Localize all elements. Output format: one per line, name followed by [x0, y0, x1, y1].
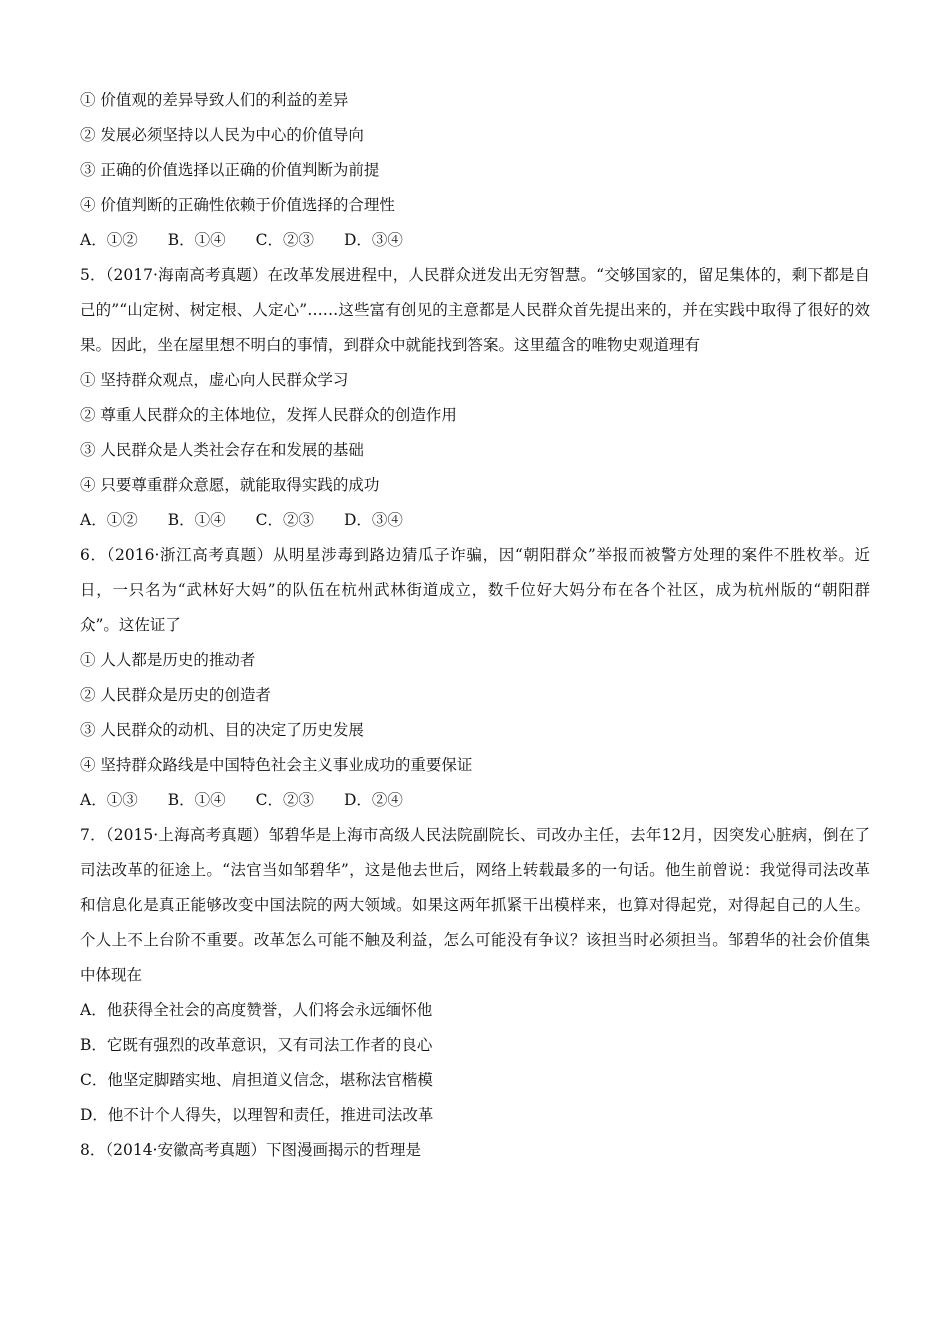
choice-a: A．①② — [80, 511, 138, 529]
question-5 — [80, 258, 870, 538]
option-4: ④ 只要尊重群众意愿，就能取得实践的成功 — [80, 476, 380, 494]
question-8 — [80, 1133, 870, 1168]
option-3: ③ 正确的价值选择以正确的价值判断为前提 — [80, 161, 380, 179]
choice-d: D．③④ — [343, 511, 403, 529]
choice-a: A．①② — [80, 231, 138, 249]
choice-c: C．他坚定脚踏实地、肩担道义信念，堪称法官楷模 — [80, 1071, 433, 1089]
question-stem: 7．（2015·上海高考真题）邹碧华是上海市高级人民法院副院长、司改办主任，去年12月，因突发心脏病，倒在了司法改革的征途上。“法官当如邹碧华”，这是他去世后，网络上转载最多的一句话。他生前曾说：我觉得司法改革和信息化是真正能够改变中国法院的两大领域。如果这两年抓紧干出模样来，也算对得起党，对得起自己的人生。个人上不上台阶不重要。改革怎么可能不触及利益，怎么可能没有争议？该担当时必须担当。邹碧华的社会价值集中体现在 — [80, 826, 870, 984]
choice-d: D．他不计个人得失，以理智和责任，推进司法改革 — [80, 1106, 434, 1124]
answer-choices — [80, 783, 870, 818]
option-1: ① 人人都是历史的推动者 — [80, 651, 256, 669]
answer-choices — [80, 503, 870, 538]
option-2: ② 发展必须坚持以人民为中心的价值导向 — [80, 126, 364, 144]
answer-choices — [80, 223, 870, 258]
choice-d: D．③④ — [343, 231, 403, 249]
question-7 — [80, 818, 870, 1133]
choice-a: A．①③ — [80, 791, 138, 809]
question-stem: 6．（2016·浙江高考真题）从明星涉毒到路边猜瓜子诈骗，因“朝阳群众”举报而被警方处理的案件不胜枚举。近日，一只名为“武林好大妈”的队伍在杭州武林街道成立，数千位好大妈分布在各个社区，成为杭州版的“朝阳群众”。这佐证了 — [80, 546, 870, 634]
question-4-options — [80, 83, 870, 258]
question-stem: 8．（2014·安徽高考真题）下图漫画揭示的哲理是 — [80, 1141, 421, 1159]
choice-b: B．它既有强烈的改革意识，又有司法工作者的良心 — [80, 1036, 433, 1054]
exam-page — [80, 83, 870, 1168]
option-1: ① 价值观的差异导致人们的利益的差异 — [80, 91, 349, 109]
option-2: ② 尊重人民群众的主体地位，发挥人民群众的创造作用 — [80, 406, 457, 424]
option-3: ③ 人民群众是人类社会存在和发展的基础 — [80, 441, 364, 459]
option-1: ① 坚持群众观点，虚心向人民群众学习 — [80, 371, 349, 389]
choice-c: C．②③ — [255, 791, 314, 809]
option-3: ③ 人民群众的动机、目的决定了历史发展 — [80, 721, 364, 739]
option-4: ④ 坚持群众路线是中国特色社会主义事业成功的重要保证 — [80, 756, 473, 774]
choice-b: B．①④ — [167, 791, 226, 809]
choice-b: B．①④ — [167, 231, 226, 249]
choice-a: A．他获得全社会的高度赞誉，人们将会永远缅怀他 — [80, 1001, 433, 1019]
choice-c: C．②③ — [255, 511, 314, 529]
option-2: ② 人民群众是历史的创造者 — [80, 686, 271, 704]
question-6 — [80, 538, 870, 818]
choice-b: B．①④ — [167, 511, 226, 529]
choice-d: D．②④ — [343, 791, 403, 809]
choice-c: C．②③ — [255, 231, 314, 249]
option-4: ④ 价值判断的正确性依赖于价值选择的合理性 — [80, 196, 395, 214]
question-stem: 5．（2017·海南高考真题）在改革发展进程中，人民群众迸发出无穷智慧。“交够国家的，留足集体的，剩下都是自己的”“山定树、树定根、人定心”……这些富有创见的主意都是人民群众首先提出来的，并在实践中取得了很好的效果。因此，坐在屋里想不明白的事情，到群众中就能找到答案。这里蕴含的唯物史观道理有 — [80, 266, 870, 354]
